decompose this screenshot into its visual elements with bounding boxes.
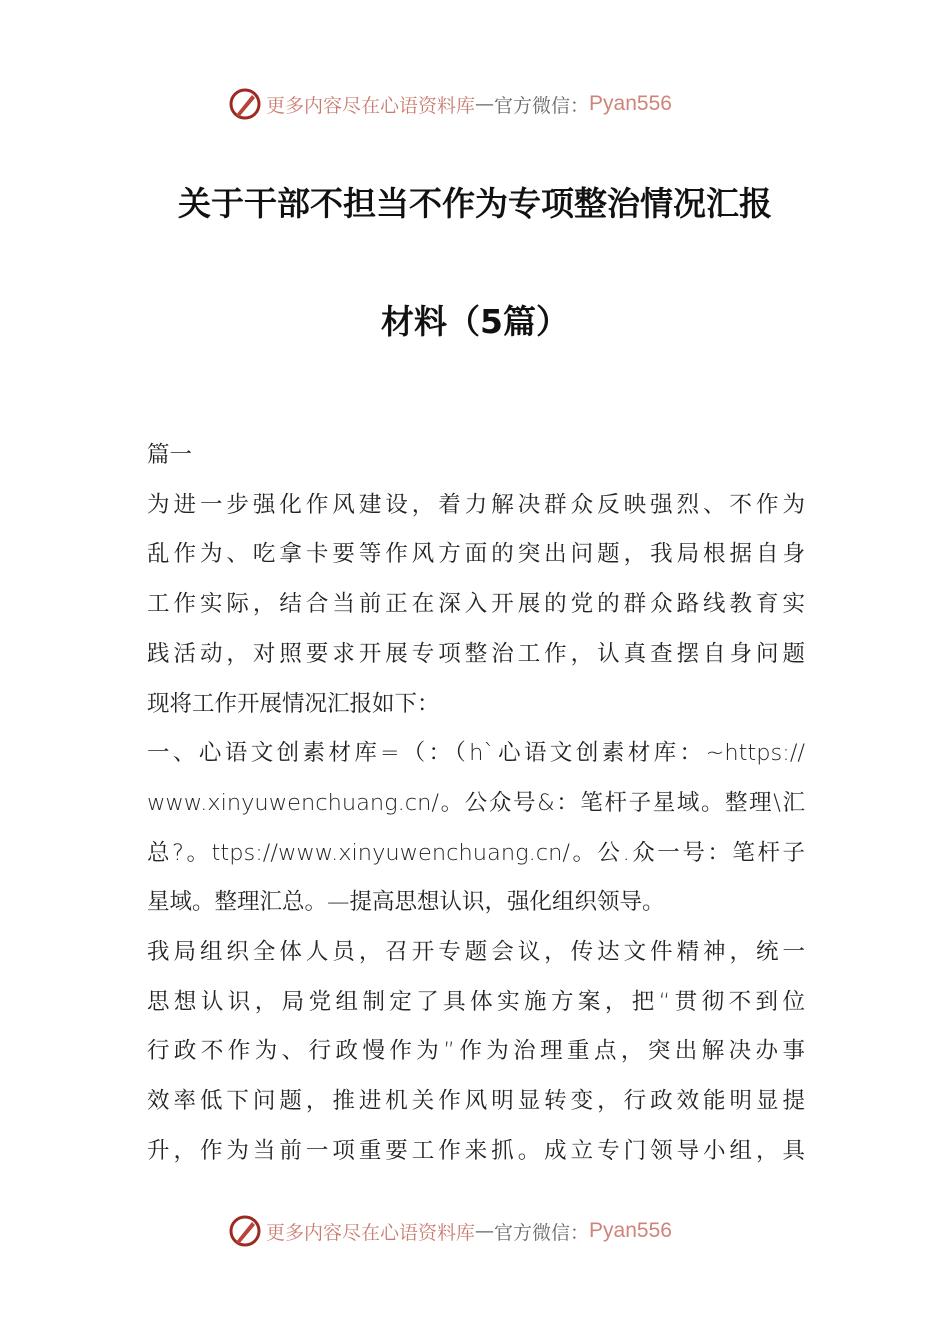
document-title-line2: 材料（5篇）	[381, 302, 569, 341]
watermark-dash: —	[475, 93, 495, 115]
body-line: 升，作为当前一项重要工作来抓。成立专门领导小组，具	[147, 1137, 805, 1164]
watermark-text: 更多内容尽在心语资料库	[266, 94, 476, 117]
pen-logo-icon	[228, 1214, 262, 1248]
watermark-text: 更多内容尽在心语资料库	[266, 1221, 476, 1244]
pen-logo-icon	[228, 87, 262, 121]
body-line: 篇一	[147, 442, 193, 468]
body-line: 为进一步强化作风建设，着力解决群众反映强烈、不作为	[147, 491, 805, 518]
body-line: 总?。ttps://www.xinyuwenchuang.cn/。公.众一号：笔杆子	[147, 839, 805, 866]
watermark-wechat-id: Pyan556	[589, 92, 672, 115]
watermark-wechat-id: Pyan556	[589, 1219, 672, 1242]
watermark-wechat-label: 官方微信：	[494, 1221, 590, 1244]
watermark-wechat-label: 官方微信：	[494, 94, 590, 117]
body-line: 思想认识，局党组制定了具体实施方案，把“贯彻不到位	[147, 988, 805, 1015]
body-line: 行政不作为、行政慢作为”作为治理重点，突出解决办事	[147, 1038, 805, 1065]
document-title-line1: 关于干部不担当不作为专项整治情况汇报	[178, 184, 772, 223]
watermark-footer	[228, 1211, 672, 1251]
body-line: 一、心语文创素材库=（：（h`心语文创素材库：~https://	[147, 740, 805, 767]
body-line: www.xinyuwenchuang.cn/。公众号&：笔杆子星域。整理\汇	[147, 789, 805, 816]
watermark-header	[228, 84, 672, 124]
body-line: 现将工作开展情况汇报如下：	[147, 690, 440, 717]
body-line: 星域。整理汇总。—提高思想认识，强化组织领导。	[147, 889, 665, 916]
body-line: 我局组织全体人员，召开专题会议，传达文件精神，统一	[147, 939, 805, 965]
body-line: 践活动，对照要求开展专项整治工作，认真查摆自身问题	[147, 640, 805, 667]
watermark-dash: —	[475, 1220, 495, 1242]
body-line: 效率低下问题，推进机关作风明显转变，行政效能明显提	[147, 1088, 805, 1115]
body-line: 乱作为、吃拿卡要等作风方面的突出问题，我局根据自身	[147, 541, 805, 568]
body-line: 工作实际，结合当前正在深入开展的党的群众路线教育实	[147, 591, 805, 618]
